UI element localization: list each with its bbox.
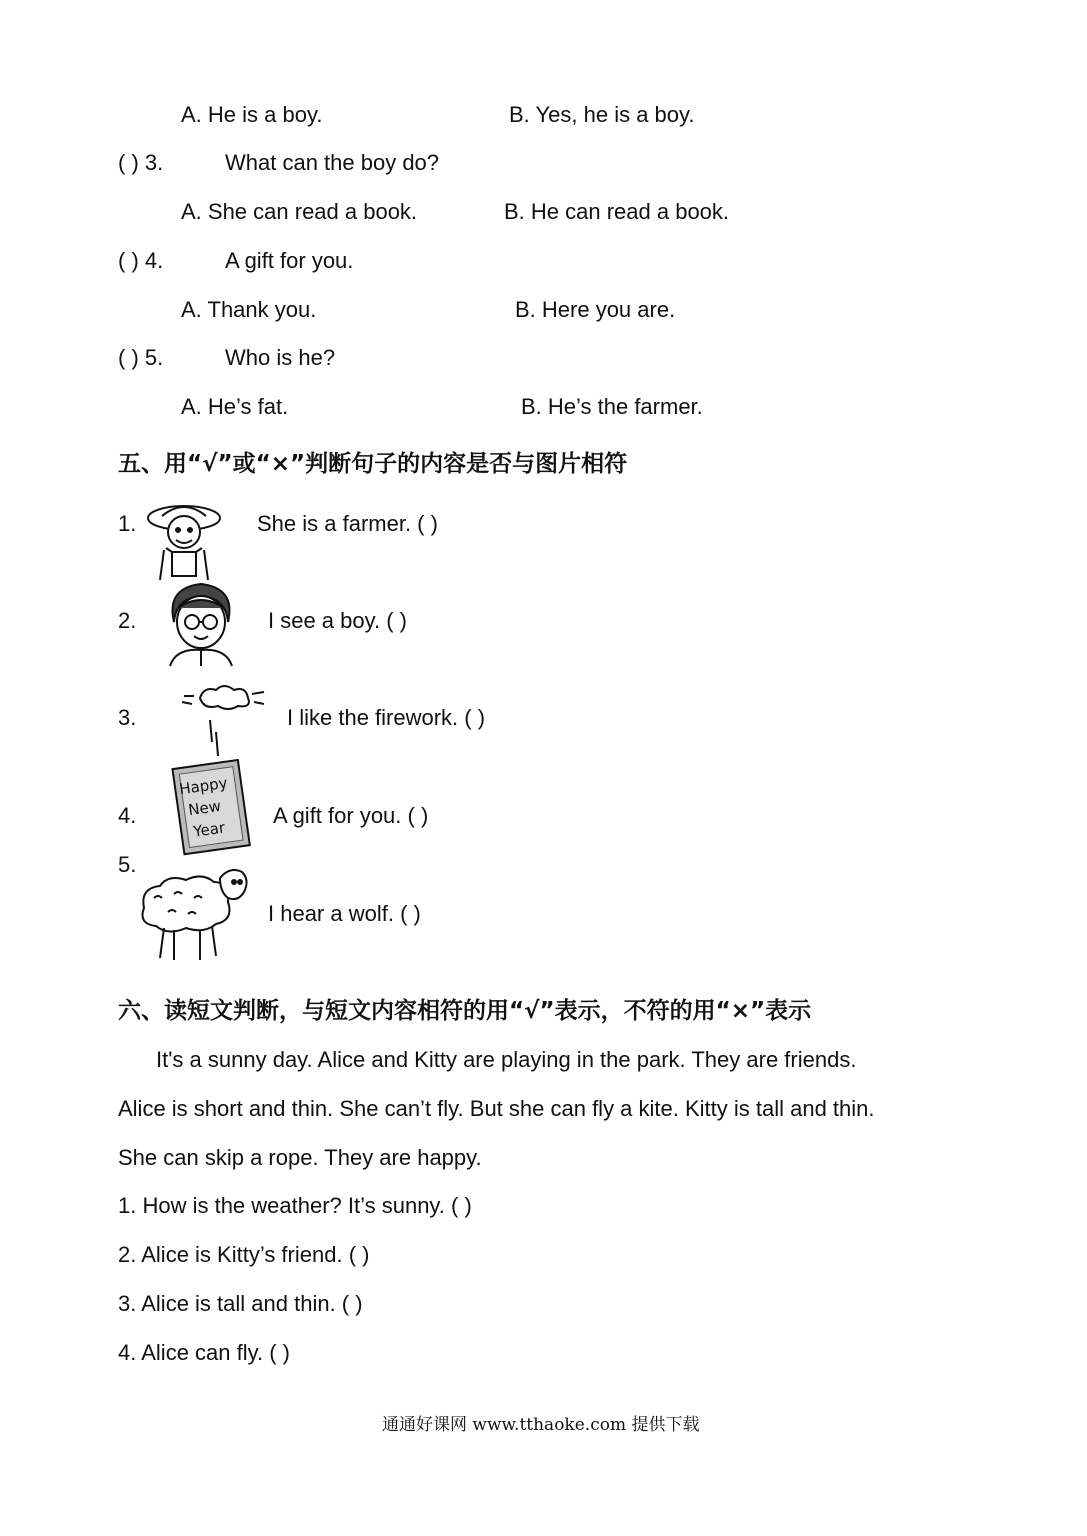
item5-statement: I hear a wolf. ( ) xyxy=(268,901,421,926)
item4-number: 4. xyxy=(118,803,137,828)
q5-answer-paren: ( ) 5. xyxy=(118,345,164,370)
item5-number: 5. xyxy=(118,852,137,877)
section6-heading: 六、读短文判断，与短文内容相符的用“√”表示，不符的用“×”表示 xyxy=(118,998,812,1024)
item2-statement: I see a boy. ( ) xyxy=(268,608,407,633)
farmer-icon xyxy=(142,500,226,582)
q2-option-a: A. He is a boy. xyxy=(181,102,323,127)
reading-question-1: 1. How is the weather? It’s sunny. ( ) xyxy=(118,1193,472,1218)
firework-icon xyxy=(180,682,266,760)
card-text-year: Year xyxy=(192,818,227,841)
q3-answer-paren: ( ) 3. xyxy=(118,150,164,175)
item1-number: 1. xyxy=(118,511,137,536)
passage-line-3: She can skip a rope. They are happy. xyxy=(118,1145,482,1170)
item1-statement: She is a farmer. ( ) xyxy=(257,511,438,536)
q3-question: What can the boy do? xyxy=(225,150,440,175)
section5-heading: 五、用“√”或“×”判断句子的内容是否与图片相符 xyxy=(118,451,628,477)
card-text-new: New xyxy=(187,796,223,820)
new-year-card-icon xyxy=(168,756,256,856)
reading-question-2: 2. Alice is Kitty’s friend. ( ) xyxy=(118,1242,370,1267)
item3-number: 3. xyxy=(118,705,137,730)
page-footer: 通通好课网 www.tthaoke.com 提供下载 xyxy=(382,1415,700,1435)
item4-statement: A gift for you. ( ) xyxy=(273,803,429,828)
item2-number: 2. xyxy=(118,608,137,633)
q5-option-b: B. He’s the farmer. xyxy=(521,394,703,419)
reading-question-3: 3. Alice is tall and thin. ( ) xyxy=(118,1291,363,1316)
q4-option-a: A. Thank you. xyxy=(181,297,317,322)
q4-question: A gift for you. xyxy=(225,248,354,273)
q5-option-a: A. He’s fat. xyxy=(181,394,289,419)
card-text-happy: Happy xyxy=(178,773,229,799)
q5-question: Who is he? xyxy=(225,345,336,370)
passage-line-1: It's a sunny day. Alice and Kitty are playing in the park. They are friends. xyxy=(156,1047,857,1072)
passage-line-2: Alice is short and thin. She can’t fly. But she can fly a kite. Kitty is tall and thin. xyxy=(118,1096,875,1121)
q4-option-b: B. Here you are. xyxy=(515,297,676,322)
q3-option-a: A. She can read a book. xyxy=(181,199,418,224)
q4-answer-paren: ( ) 4. xyxy=(118,248,164,273)
boy-face-icon xyxy=(156,578,246,668)
q2-option-b: B. Yes, he is a boy. xyxy=(509,102,695,127)
sheep-icon xyxy=(134,858,252,966)
item3-statement: I like the firework. ( ) xyxy=(287,705,486,730)
q3-option-b: B. He can read a book. xyxy=(504,199,730,224)
reading-question-4: 4. Alice can fly. ( ) xyxy=(118,1340,290,1365)
